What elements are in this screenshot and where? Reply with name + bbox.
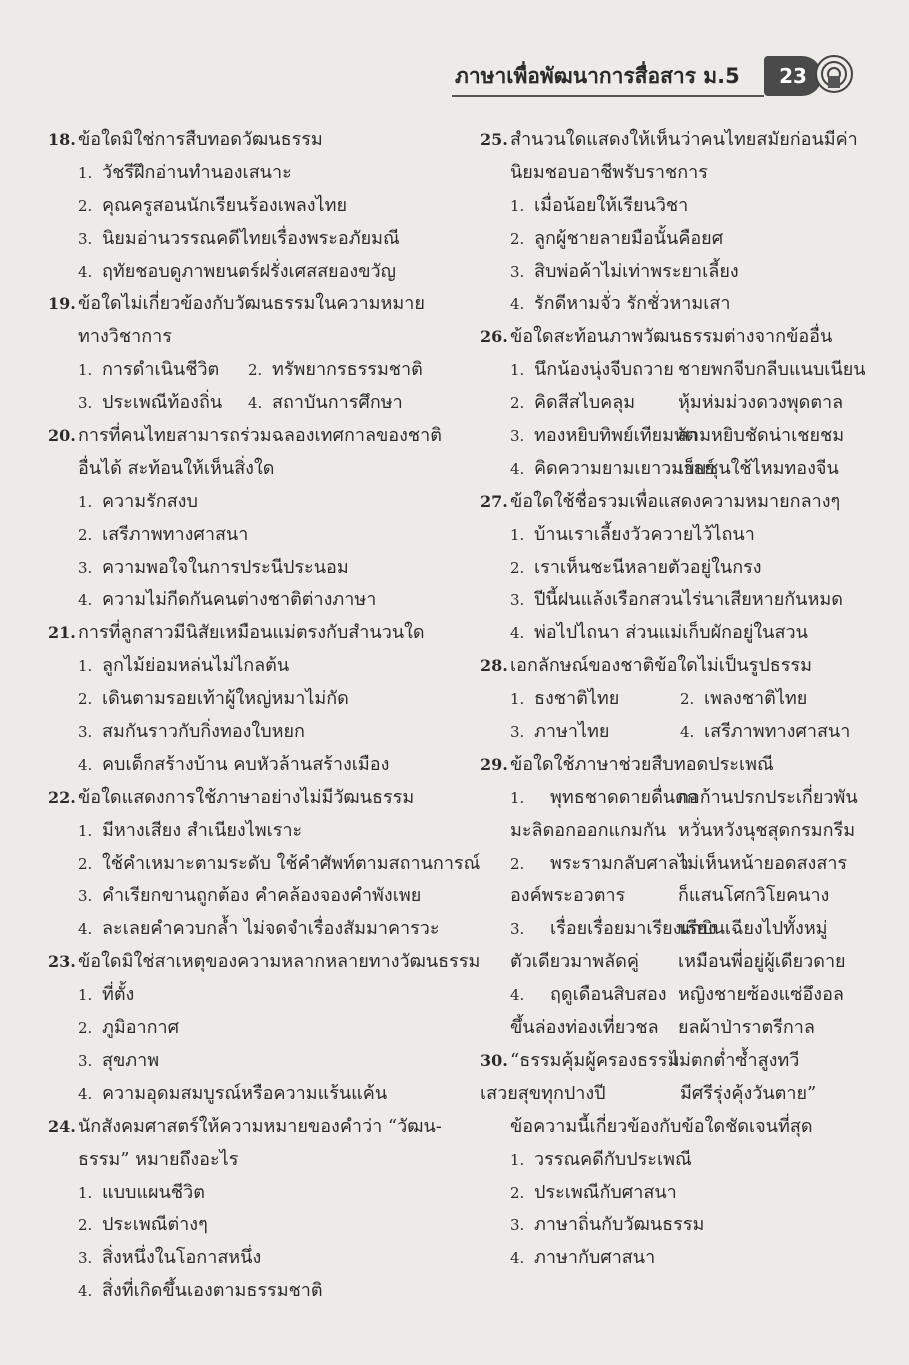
option-text: ทองหยิบทิพย์เทียมทัด	[534, 425, 698, 447]
question-number: 21.	[48, 623, 76, 643]
text-line	[480, 1012, 880, 1045]
question-stem: ข้อใดใช้ภาษาช่วยสืบทอดประเพณี	[510, 753, 774, 775]
option-text-second: หุ้มห่มม่วงดวงพุดตาล	[678, 392, 844, 414]
question-19	[48, 288, 458, 420]
option-text: เดินตามรอยเท้าผู้ใหญ่หมาไม่กัด	[102, 688, 349, 710]
text-line	[48, 1045, 458, 1078]
text-line	[480, 486, 880, 519]
option-text: สิ่งที่เกิดขึ้นเองตามธรรมชาติ	[102, 1280, 323, 1302]
poem-verse: นกบินเฉียงไปทั้งหมู่	[678, 918, 828, 940]
text-line	[48, 617, 458, 650]
poem-verse: เหมือนพี่อยู่ผู้เดียวดาย	[678, 951, 846, 973]
question-number: 18.	[48, 130, 76, 149]
option-text: คบเด็กสร้างบ้าน คบหัวล้านสร้างเมือง	[102, 753, 390, 775]
text-line	[480, 1242, 880, 1275]
text-line	[480, 552, 880, 585]
option-text: ภาษาถิ่นกับวัฒนธรรม	[534, 1214, 705, 1236]
text-line	[480, 321, 880, 354]
option-number: 2.	[78, 854, 93, 873]
option-number: 3.	[78, 887, 93, 906]
poem-verse: ตัวเดียวมาพลัดคู่	[510, 951, 639, 973]
question-stem: ข้อใดสะท้อนภาพวัฒนธรรมต่างจากข้ออื่น	[510, 326, 833, 348]
text-line	[480, 1111, 880, 1144]
text-line	[480, 1045, 880, 1078]
option-text: ที่ตั้ง	[102, 984, 135, 1006]
text-line	[480, 387, 880, 420]
poem-verse: มะลิดอกออกแกมกัน	[510, 819, 667, 841]
option-number: 4.	[78, 1282, 93, 1301]
text-line	[48, 1012, 458, 1045]
question-number: 20.	[48, 426, 76, 446]
question-stem: เอกลักษณ์ของชาติข้อใดไม่เป็นรูปธรรม	[510, 655, 812, 677]
question-stem: ข้อใดแสดงการใช้ภาษาอย่างไม่มีวัฒนธรรม	[78, 786, 415, 808]
text-line	[480, 157, 880, 190]
option-text: ประเพณีต่างๆ	[102, 1214, 208, 1236]
question-stem: อื่นได้ สะท้อนให้เห็นสิ่งใด	[78, 457, 275, 479]
text-line	[48, 979, 458, 1012]
option-text: คิดสีสไบคลุม	[534, 392, 636, 414]
right-column	[480, 124, 880, 1275]
text-line	[480, 617, 880, 650]
question-stem: ข้อความนี้เกี่ยวข้องกับข้อใดชัดเจนที่สุด	[510, 1115, 813, 1137]
text-line	[480, 1144, 880, 1177]
text-line	[48, 124, 458, 157]
option-number: 3.	[78, 558, 93, 577]
spiral-logo-icon	[814, 54, 854, 94]
option-number: 1.	[78, 986, 93, 1005]
poem-verse: ก็แสนโศกวิโยคนาง	[678, 885, 830, 907]
text-line	[480, 288, 880, 321]
option-text: นิยมอ่านวรรณคดีไทยเรื่องพระอภัยมณี	[102, 227, 400, 249]
question-27	[480, 486, 880, 650]
text-line	[480, 124, 880, 157]
text-line	[480, 420, 880, 453]
poem-verse: กอก้านปรกประเกี่ยวพัน	[678, 786, 858, 808]
option-number: 4.	[510, 986, 525, 1005]
option-text: ความรักสงบ	[102, 490, 198, 512]
text-line	[480, 1078, 880, 1111]
option-choice	[248, 387, 418, 420]
option-text: ภาษาไทย	[534, 721, 610, 743]
option-number: 1.	[510, 196, 525, 215]
header-rule	[452, 95, 764, 97]
option-number: 4.	[510, 295, 525, 314]
option-text-second: ชายพกจีบกลีบแนบเนียน	[678, 359, 866, 381]
text-line	[48, 716, 458, 749]
question-30	[480, 1045, 880, 1275]
text-line	[480, 683, 880, 716]
text-line	[480, 354, 880, 387]
option-number: 4.	[78, 1084, 93, 1103]
option-text: วัชรีฝึกอ่านทำนองเสนาะ	[102, 161, 292, 183]
text-line	[480, 223, 880, 256]
poem-verse: ไม่เห็นหน้ายอดสงสาร	[678, 852, 848, 874]
option-choice	[510, 683, 680, 716]
option-choice	[248, 354, 423, 387]
option-text: ทรัพยากรธรรมชาติ	[272, 359, 423, 381]
poem-verse: ขึ้นล่องท่องเที่ยวชล	[510, 1017, 659, 1039]
text-line	[480, 519, 880, 552]
option-number: 4.	[248, 394, 263, 413]
option-text: ประเพณีท้องถิ่น	[102, 392, 223, 414]
text-line	[48, 1144, 458, 1177]
text-line	[48, 486, 458, 519]
question-number: 28.	[480, 656, 508, 676]
option-text: เมื่อน้อยให้เรียนวิชา	[534, 194, 689, 216]
text-line	[48, 420, 458, 453]
option-number: 2.	[680, 690, 695, 709]
question-21	[48, 617, 458, 781]
question-stem: การที่ลูกสาวมีนิสัยเหมือนแม่ตรงกับสำนวนใด	[78, 622, 425, 644]
text-line	[48, 288, 458, 321]
question-stem: นิยมชอบอาชีพรับราชการ	[510, 161, 708, 183]
text-line	[480, 913, 880, 946]
option-number: 3.	[510, 262, 525, 281]
running-header-title: ภาษาเพื่อพัฒนาการสื่อสาร ม.5	[455, 64, 740, 88]
text-line	[480, 848, 880, 881]
option-text: รักดีหามจั่ว รักชั่วหามเสา	[534, 293, 731, 315]
question-28	[480, 650, 880, 749]
option-number: 3.	[78, 723, 93, 742]
question-number: 29.	[480, 754, 508, 774]
text-line	[48, 880, 458, 913]
poem-verse: หวั่นหวังนุชสุดกรมกรีม	[678, 819, 856, 841]
poem-verse: มีศรีรุ่งคุ้งวันตาย”	[680, 1082, 817, 1104]
option-number: 2.	[510, 1183, 525, 1202]
option-text: ความไม่กีดกันคนต่างชาติต่างภาษา	[102, 589, 377, 611]
option-text: มีหางเสียง สำเนียงไพเราะ	[102, 819, 303, 841]
option-text: เสรีภาพทางศาสนา	[704, 721, 851, 743]
question-number: 25.	[480, 130, 508, 149]
option-text: บ้านเราเลี้ยงวัวควายไว้ไถนา	[534, 523, 755, 545]
question-22	[48, 782, 481, 946]
text-line	[480, 716, 880, 749]
option-text-second: เย็บชุนใช้ไหมทองจีน	[678, 457, 839, 479]
question-stem: ข้อใดมิใช่สาเหตุของความหลากหลายทางวัฒนธรรม	[78, 951, 481, 973]
poem-verse: เรื่อยเรื่อยมาเรียงเรียง	[550, 918, 717, 940]
text-line	[48, 946, 481, 979]
option-text: สิบพ่อค้าไม่เท่าพระยาเลี้ยง	[534, 260, 739, 282]
text-line	[48, 848, 481, 881]
poem-verse: พุทธชาดดายดื่นดก	[550, 786, 698, 808]
question-stem: ทางวิชาการ	[78, 326, 172, 348]
question-24	[48, 1111, 458, 1308]
text-line	[48, 157, 458, 190]
text-line	[48, 782, 458, 815]
option-number: 2.	[78, 1216, 93, 1235]
option-number: 2.	[510, 394, 525, 413]
question-26	[480, 321, 880, 485]
text-line	[480, 815, 880, 848]
option-number: 4.	[510, 624, 525, 643]
option-choice	[78, 354, 248, 387]
text-line	[480, 880, 880, 913]
poem-verse: พระรามกลับศาลา	[550, 852, 689, 874]
option-text: คิดความยามเยาวมาลย์	[534, 457, 715, 479]
option-number: 1.	[78, 361, 93, 380]
question-number: 24.	[48, 1116, 76, 1136]
text-line	[48, 1177, 458, 1210]
option-number: 3.	[510, 920, 525, 939]
question-25	[480, 124, 880, 321]
poem-verse: หญิงชายซ้องแซ่อึงอล	[678, 984, 844, 1006]
option-text: พ่อไปไถนา ส่วนแม่เก็บผักอยู่ในสวน	[534, 622, 808, 644]
text-line	[48, 519, 458, 552]
option-text: แบบแผนชีวิต	[102, 1181, 205, 1203]
question-number: 26.	[480, 327, 508, 347]
option-text: วรรณคดีกับประเพณี	[534, 1148, 692, 1170]
option-text: คุณครูสอนนักเรียนร้องเพลงไทย	[102, 194, 347, 216]
text-line	[48, 256, 458, 289]
text-line	[480, 190, 880, 223]
option-number: 2.	[510, 854, 525, 873]
option-text: เราเห็นชะนีหลายตัวอยู่ในกรง	[534, 556, 762, 578]
option-number: 3.	[510, 591, 525, 610]
option-number: 2.	[78, 525, 93, 544]
question-number: 19.	[48, 294, 76, 314]
question-stem: ข้อใดไม่เกี่ยวข้องกับวัฒนธรรมในความหมาย	[78, 293, 425, 315]
option-choice	[78, 387, 248, 420]
question-number: 27.	[480, 491, 508, 511]
text-line	[480, 782, 880, 815]
question-23	[48, 946, 481, 1110]
text-line	[480, 256, 880, 289]
left-column	[48, 124, 481, 1308]
question-number: 22.	[48, 787, 76, 807]
option-number: 1.	[510, 525, 525, 544]
option-number: 1.	[78, 492, 93, 511]
option-number: 1.	[510, 1150, 525, 1169]
option-text: คำเรียกขานถูกต้อง คำคล้องจองคำพังเพย	[102, 885, 422, 907]
option-choice	[510, 716, 680, 749]
text-line	[480, 1177, 880, 1210]
question-stem: สำนวนใดแสดงให้เห็นว่าคนไทยสมัยก่อนมีค่า	[510, 129, 858, 150]
option-number: 1.	[510, 690, 525, 709]
question-stem: ข้อใดมิใช่การสืบทอดวัฒนธรรม	[78, 129, 323, 150]
option-number: 3.	[510, 427, 525, 446]
text-line	[48, 321, 458, 354]
option-number: 2.	[510, 229, 525, 248]
option-text: ภูมิอากาศ	[102, 1017, 180, 1039]
option-text: ใช้คำเหมาะตามระดับ ใช้คำศัพท์ตามสถานการณ์	[102, 852, 481, 874]
option-number: 4.	[510, 459, 525, 478]
option-text: สุขภาพ	[102, 1049, 160, 1071]
text-line	[480, 749, 880, 782]
question-18	[48, 124, 458, 288]
text-line	[480, 584, 880, 617]
option-text: นึกน้องนุ่งจีบถวาย	[534, 359, 674, 381]
option-number: 2.	[248, 361, 263, 380]
option-number: 3.	[78, 229, 93, 248]
option-number: 2.	[510, 558, 525, 577]
option-choice	[680, 716, 850, 749]
option-number: 1.	[78, 1183, 93, 1202]
text-line	[48, 387, 458, 420]
question-stem: ธรรม” หมายถึงอะไร	[78, 1148, 239, 1170]
question-stem: ข้อใดใช้ชื่อรวมเพื่อแสดงความหมายกลางๆ	[510, 490, 841, 512]
text-line	[48, 190, 458, 223]
page-number-badge: 23	[764, 56, 822, 96]
option-number: 3.	[510, 723, 525, 742]
option-number: 1.	[78, 657, 93, 676]
text-line	[48, 1209, 458, 1242]
text-line	[480, 1209, 880, 1242]
text-line	[48, 1242, 458, 1275]
option-number: 3.	[78, 394, 93, 413]
option-number: 1.	[78, 821, 93, 840]
text-line	[480, 453, 880, 486]
text-line	[48, 683, 458, 716]
text-line	[48, 650, 458, 683]
option-text: เพลงชาติไทย	[704, 688, 808, 710]
text-line	[48, 1078, 458, 1111]
option-text: สถาบันการศึกษา	[272, 392, 403, 414]
text-line	[48, 552, 458, 585]
option-text: ฤทัยชอบดูภาพยนตร์ฝรั่งเศสสยองขวัญ	[102, 260, 396, 282]
poem-verse: ยลผ้าป่าราตรีกาล	[678, 1017, 815, 1039]
option-text: ปีนี้ฝนแล้งเรือกสวนไร่นาเสียหายกันหมด	[534, 589, 843, 611]
option-text: ประเพณีกับศาสนา	[534, 1181, 677, 1203]
poem-verse: “ธรรมคุ้มผู้ครองธรรม	[510, 1049, 680, 1071]
question-20	[48, 420, 458, 617]
question-stem: นักสังคมศาสตร์ให้ความหมายของคำว่า “วัฒน-	[78, 1115, 442, 1137]
option-text: ความพอใจในการประนีประนอม	[102, 556, 349, 578]
option-number: 4.	[78, 262, 93, 281]
text-line	[48, 453, 458, 486]
text-line	[480, 946, 880, 979]
option-number: 1.	[510, 788, 525, 807]
poem-verse: ฤดูเดือนสิบสอง	[550, 984, 667, 1006]
option-text-second: สามหยิบชัดน่าเชยชม	[678, 425, 845, 447]
option-text: ละเลยคำควบกล้ำ ไม่จดจำเรื่องสัมมาคารวะ	[102, 918, 440, 940]
option-number: 3.	[78, 1051, 93, 1070]
option-text: ธงชาติไทย	[534, 688, 620, 710]
option-number: 4.	[78, 591, 93, 610]
option-text: สมกันราวกับกิ่งทองใบหยก	[102, 721, 305, 743]
question-29	[480, 749, 880, 1045]
question-number: 23.	[48, 952, 76, 972]
option-text: การดำเนินชีวิต	[102, 359, 220, 381]
option-text: ลูกไม้ย่อมหล่นไม่ไกลต้น	[102, 655, 290, 677]
option-number: 4.	[78, 755, 93, 774]
text-line	[480, 650, 880, 683]
option-number: 1.	[78, 163, 93, 182]
text-line	[48, 1111, 458, 1144]
poem-verse: องค์พระอวตาร	[510, 885, 626, 907]
option-number: 2.	[78, 196, 93, 215]
option-number: 4.	[510, 1249, 525, 1268]
option-number: 3.	[78, 1249, 93, 1268]
question-number: 30.	[480, 1050, 508, 1070]
poem-verse: เสวยสุขทุกปางปี	[480, 1082, 606, 1104]
question-stem: การที่คนไทยสามารถร่วมฉลองเทศกาลของชาติ	[78, 425, 442, 447]
text-line	[48, 815, 458, 848]
option-number: 4.	[78, 920, 93, 939]
text-line	[48, 1275, 458, 1308]
option-number: 1.	[510, 361, 525, 380]
option-number: 2.	[78, 690, 93, 709]
option-text: เสรีภาพทางศาสนา	[102, 523, 249, 545]
option-choice	[680, 683, 850, 716]
text-line	[48, 584, 458, 617]
text-line	[48, 354, 458, 387]
text-line	[48, 749, 458, 782]
option-number: 3.	[510, 1216, 525, 1235]
option-text: ภาษากับศาสนา	[534, 1247, 656, 1269]
option-text: ความอุดมสมบูรณ์หรือความแร้นแค้น	[102, 1082, 388, 1104]
option-number: 4.	[680, 723, 695, 742]
text-line	[480, 979, 880, 1012]
option-text: ลูกผู้ชายลายมือนั้นคือยศ	[534, 227, 724, 249]
poem-verse: ไม่ตกต่ำซ้ำสูงทวี	[670, 1049, 800, 1071]
option-number: 2.	[78, 1019, 93, 1038]
text-line	[48, 913, 458, 946]
option-text: สิ่งหนึ่งในโอกาสหนึ่ง	[102, 1247, 262, 1269]
text-line	[48, 223, 458, 256]
